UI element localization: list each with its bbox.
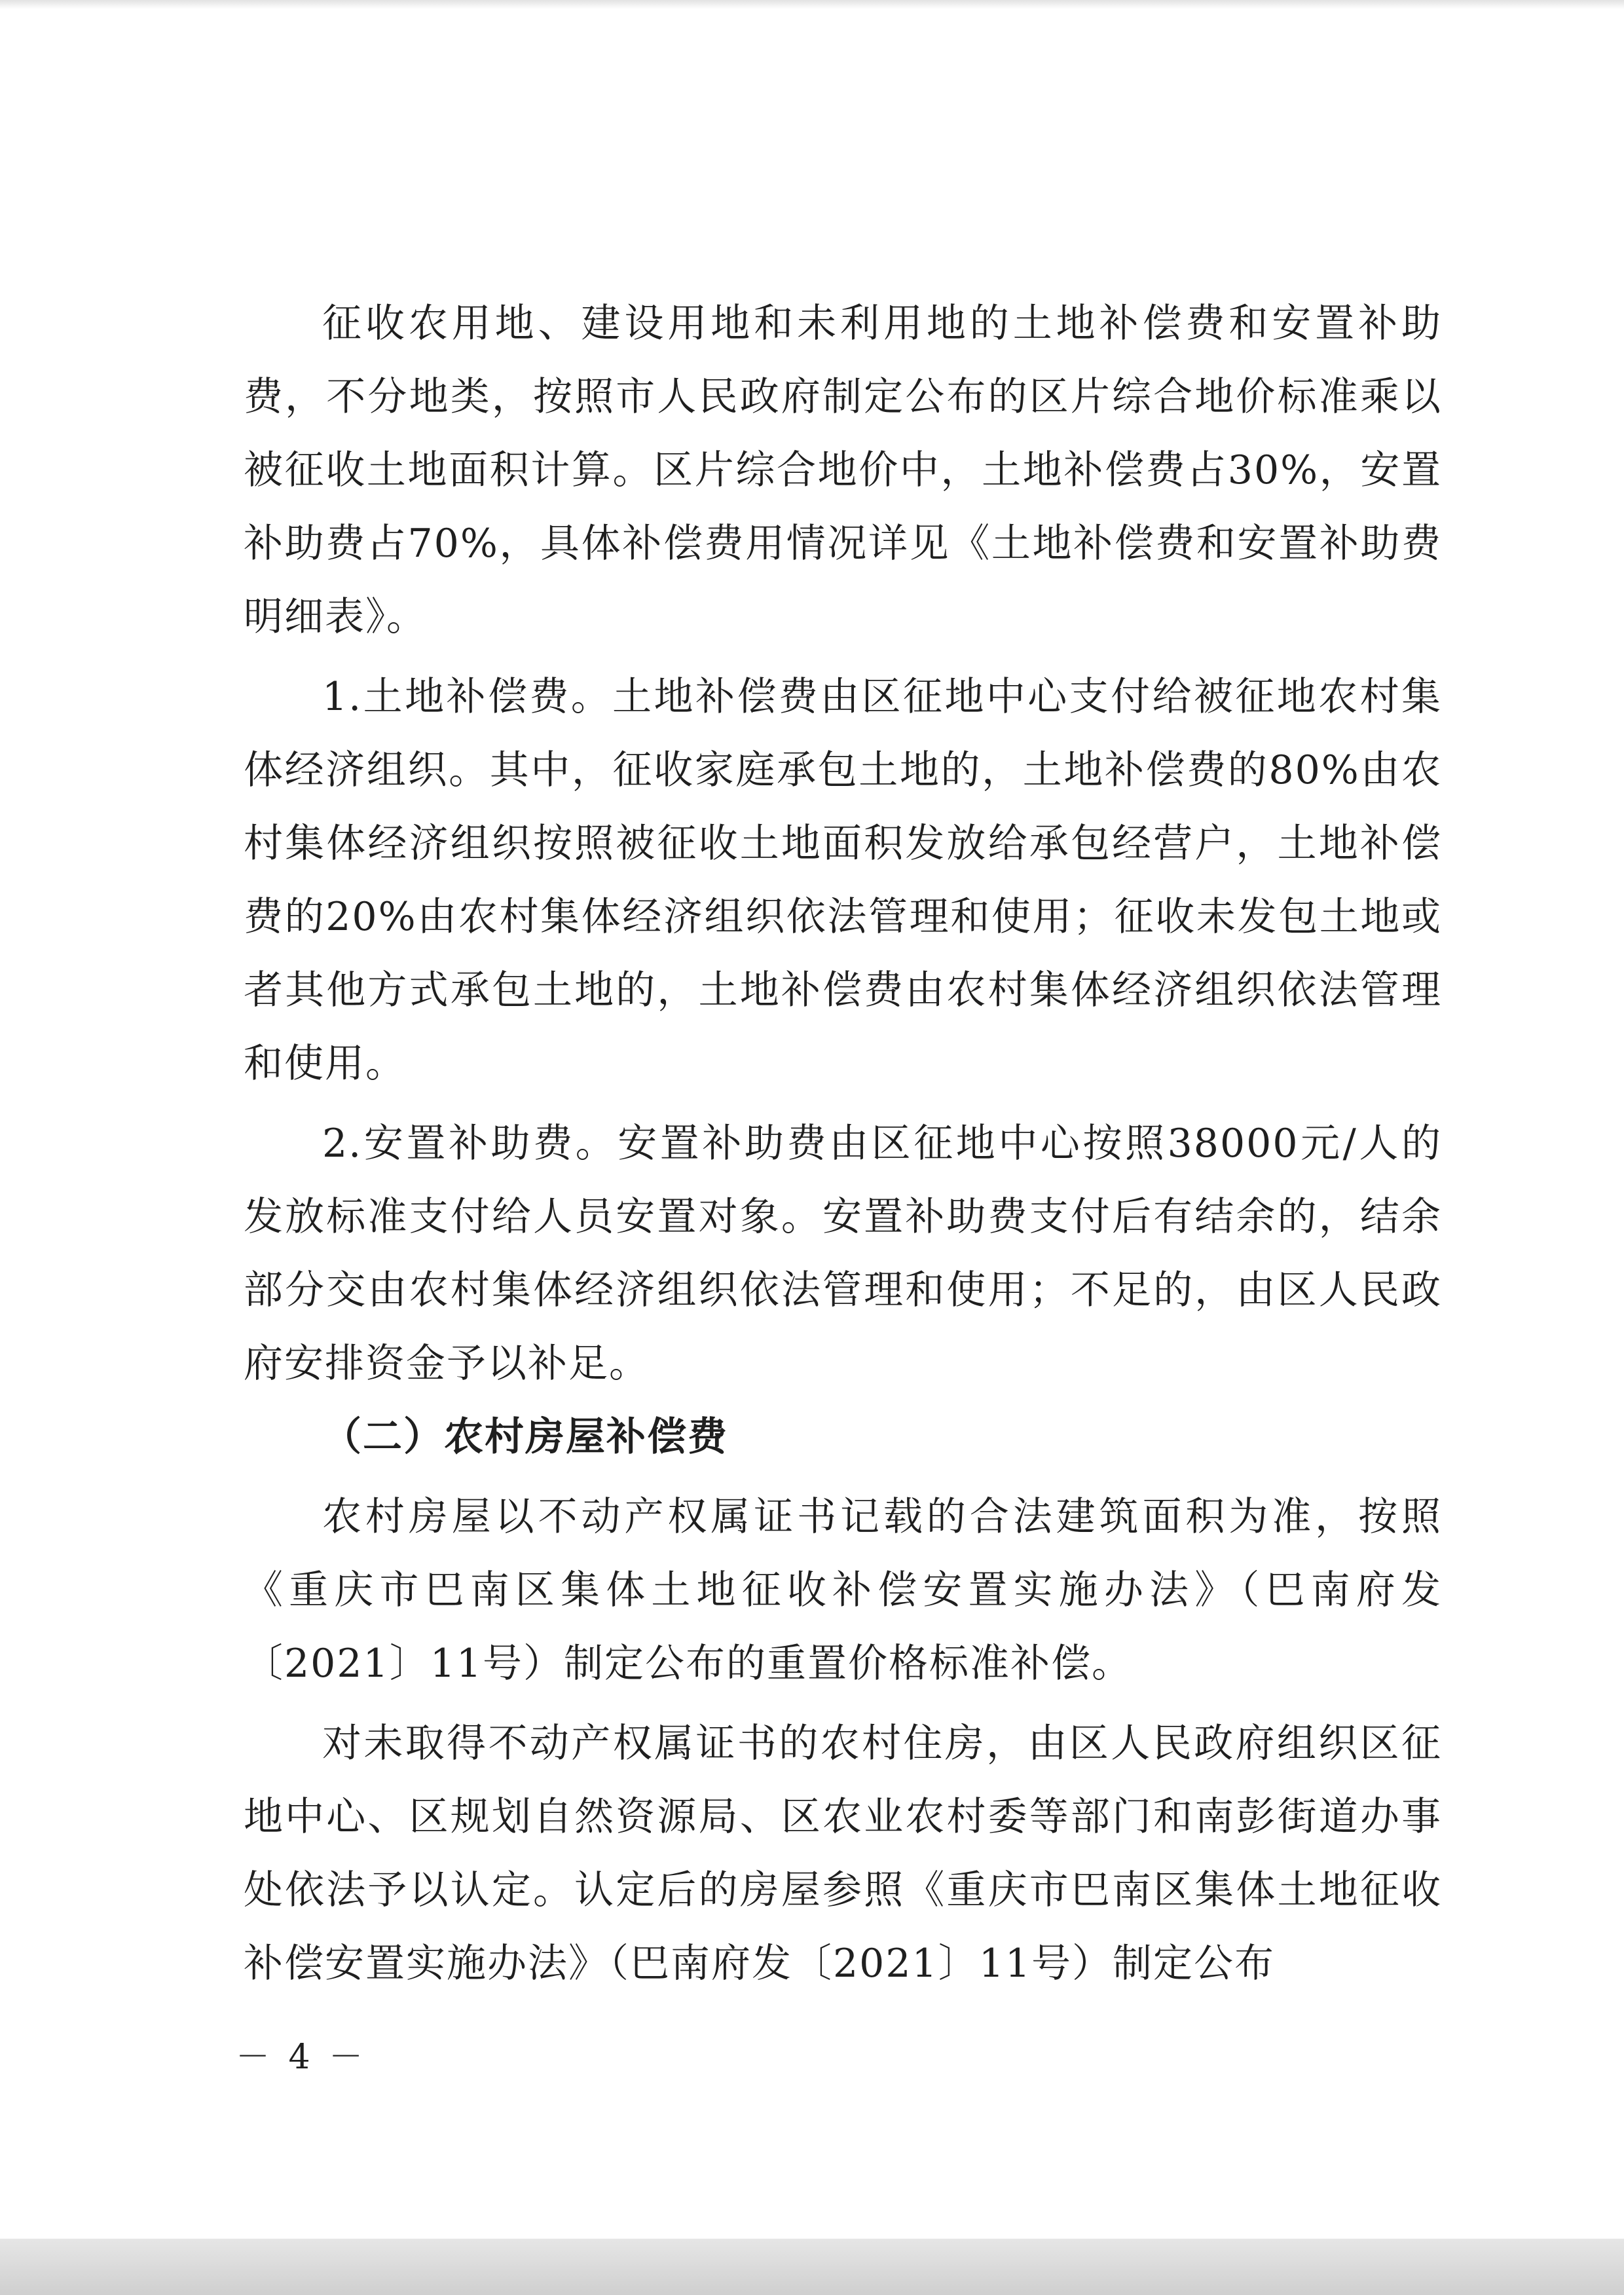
paragraph-rural-housing-standard: 农村房屋以不动产权属证书记载的合法建筑面积为准，按照《重庆市巴南区集体土地征收补偿安置实施办法》（巴南府发〔2021〕11号）制定公布的重置价格标准补偿。 (244, 1494, 1442, 1687)
page-number: － 4 － (236, 2038, 367, 2077)
paragraph-land-compensation: 1.土地补偿费。土地补偿费由区征地中心支付给被征地农村集体经济组织。其中，征收家庭承包土地的，土地补偿费的80%由农村集体经济组织按照被征收土地面积发放给承包经营户，土地补偿费的20%由农村集体经济组织依法管理和使用；征收未发包土地或者其他方式承包土地的，土地补偿费由农村集体经济组织依法管理和使用。 (244, 674, 1442, 1087)
document-body (244, 287, 1442, 2000)
paragraph-resettlement-subsidy: 2.安置补助费。安置补助费由区征地中心按照38000元/人的发放标准支付给人员安置对象。安置补助费支付后有结余的，结余部分交由农村集体经济组织依法管理和使用；不足的，由区人民政府安排资金予以补足。 (244, 1121, 1442, 1387)
paragraph-uncertified-housing: 对未取得不动产权属证书的农村住房，由区人民政府组织区征地中心、区规划自然资源局、区农业农村委等部门和南彭街道办事处依法予以认定。认定后的房屋参照《重庆市巴南区集体土地征收补偿安置实施办法》（巴南府发〔2021〕11号）制定公布 (244, 1721, 1442, 1987)
scan-edge-bottom (0, 2239, 1624, 2295)
section-heading-rural-housing: （二）农村房屋补偿费 (322, 1414, 728, 1460)
paragraph-compensation-intro: 征收农用地、建设用地和未利用地的土地补偿费和安置补助费，不分地类，按照市人民政府制定公布的区片综合地价标准乘以被征收土地面积计算。区片综合地价中，土地补偿费占30%，安置补助费占70%，具体补偿费用情况详见《土地补偿费和安置补助费明细表》。 (244, 301, 1442, 640)
scan-edge-top (0, 0, 1624, 9)
